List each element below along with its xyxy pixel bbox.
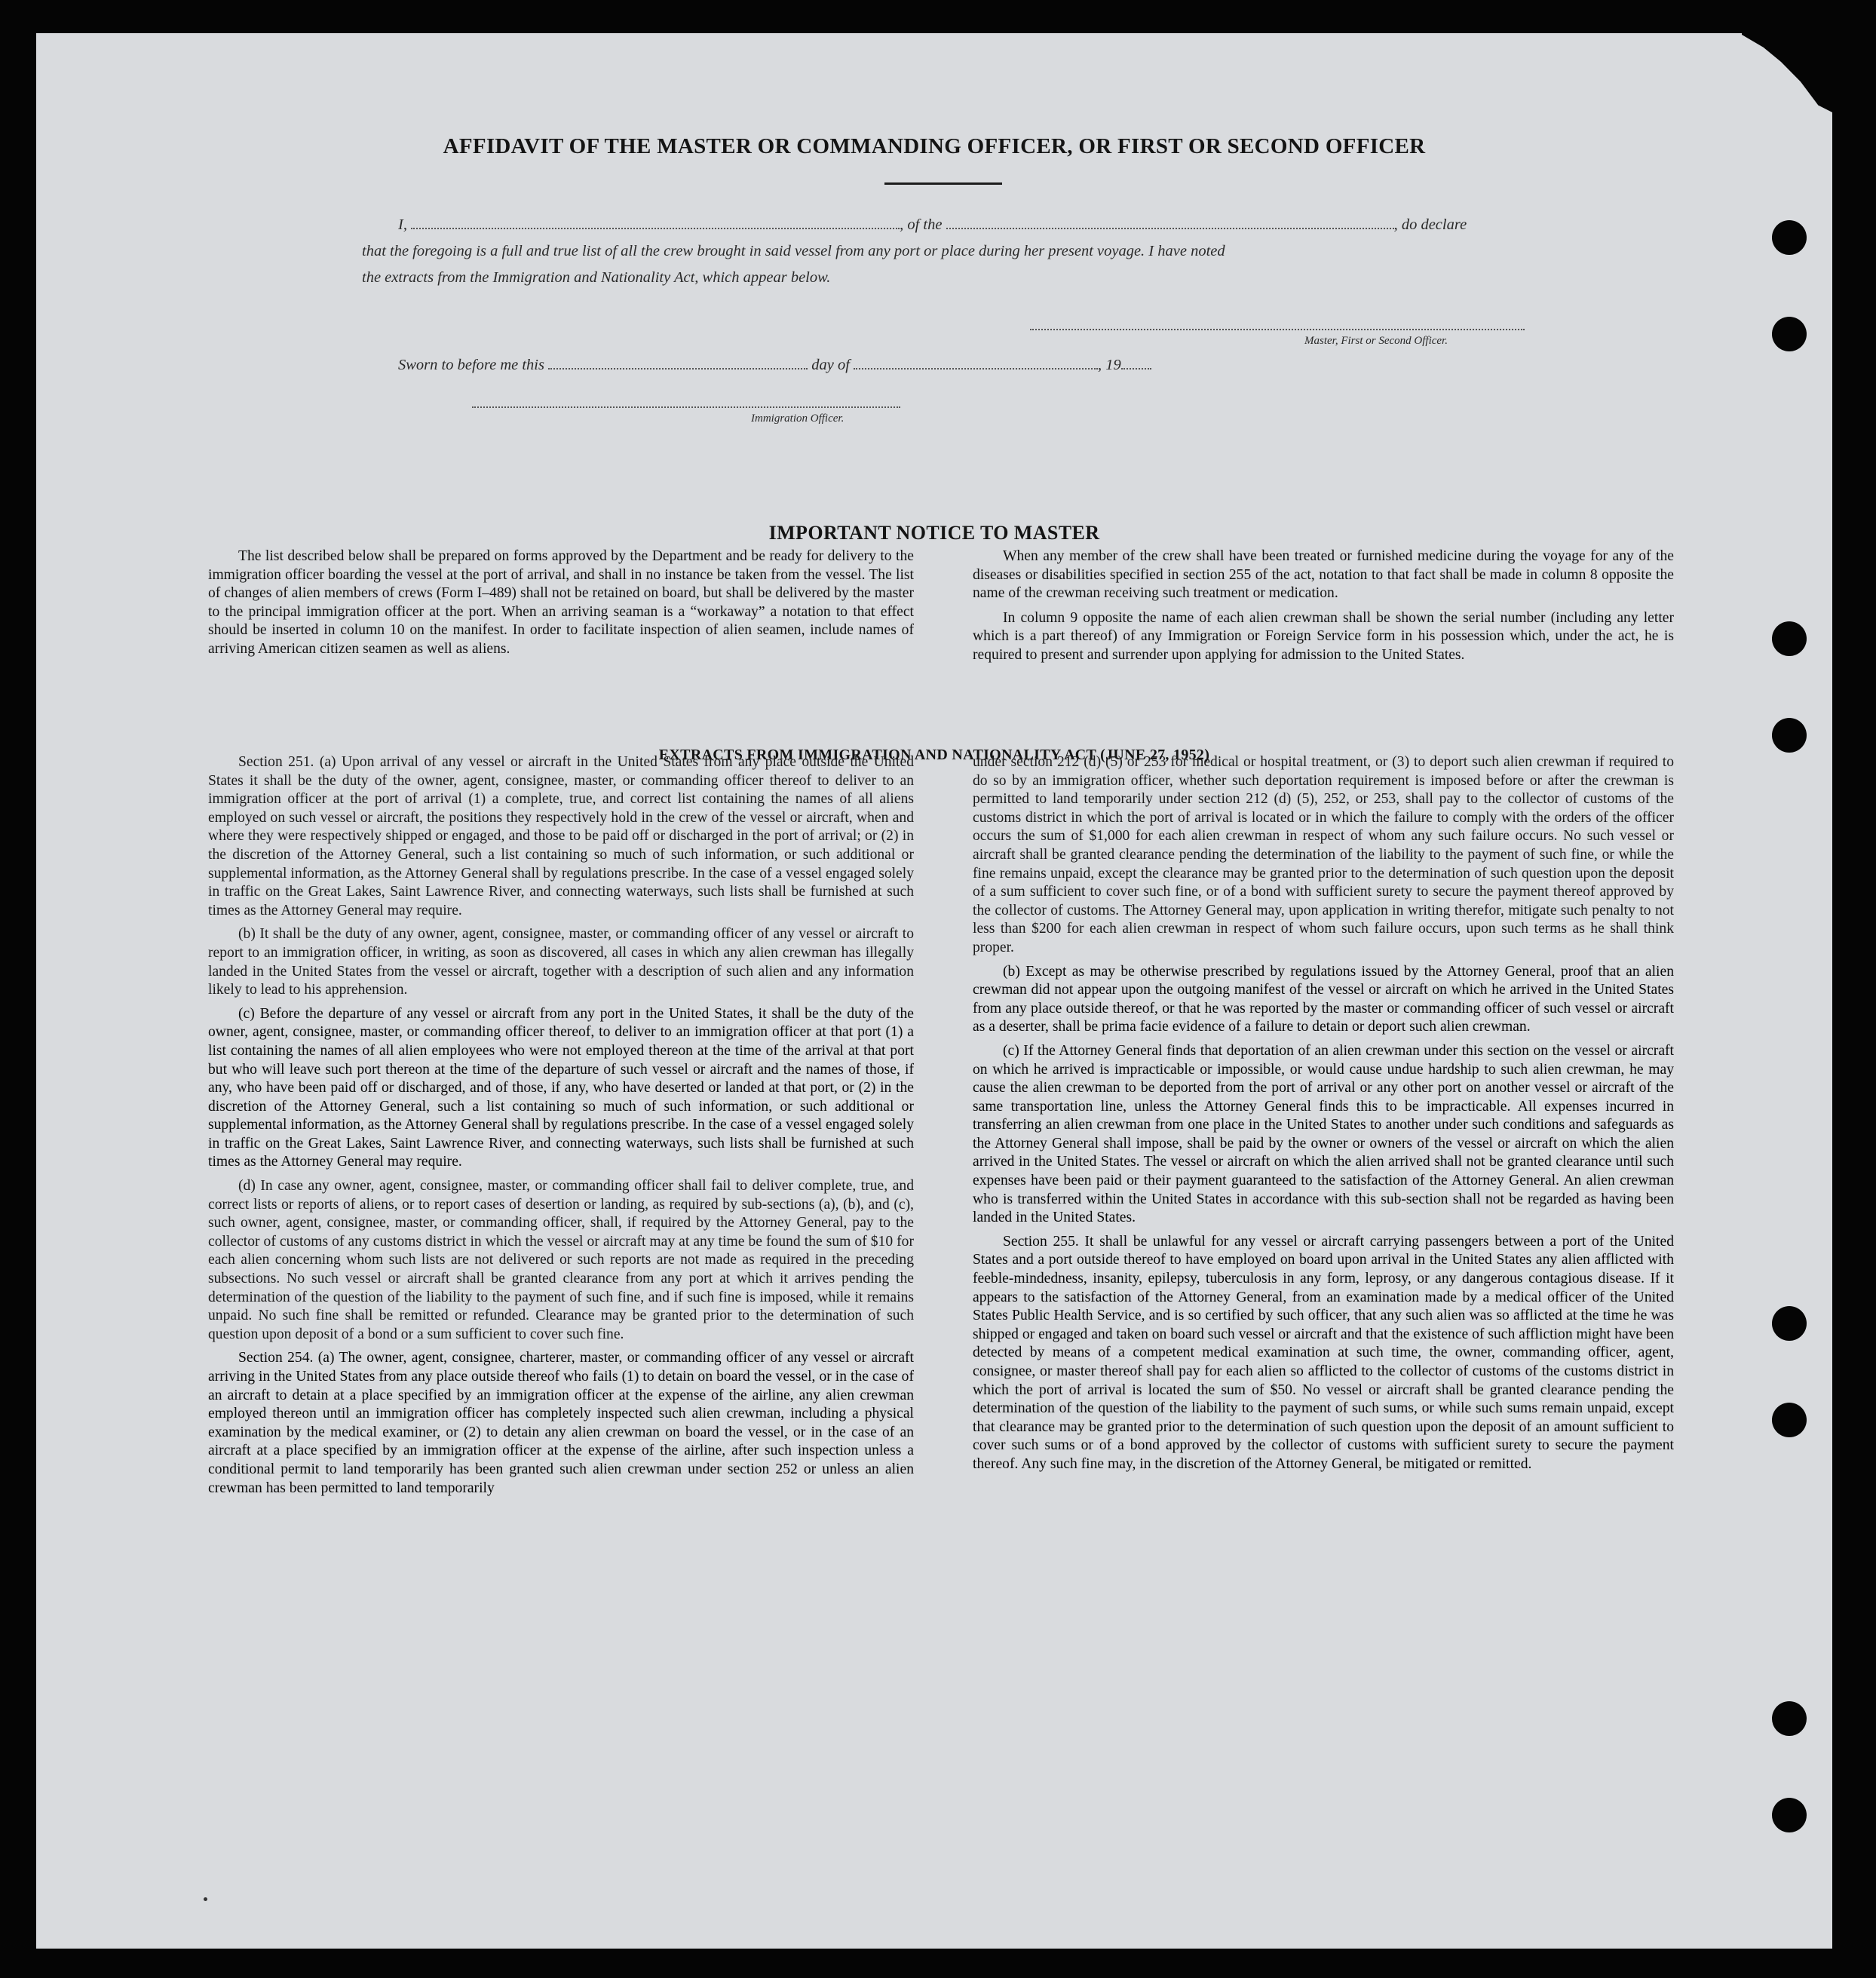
day-of-label: day of bbox=[811, 357, 850, 373]
affidavit-line-1 bbox=[398, 216, 1467, 234]
title-rule bbox=[884, 182, 1002, 185]
affidavit-line-3: the extracts from the Immigration and Nationality Act, which appear below. bbox=[362, 269, 831, 286]
sworn-line bbox=[398, 356, 1151, 374]
document-page bbox=[36, 33, 1832, 1949]
notice-right-paragraph-2: In column 9 opposite the name of each alien crewman shall be shown the serial number (including any letter which is a part thereof) of any Immigration or Foreign Service form in his possession which, under the act, he is required to present and surrender upon applying for admission to the United States. bbox=[973, 609, 1674, 663]
year-label: , 19 bbox=[1098, 357, 1121, 373]
affidavit-i-label: I, bbox=[398, 216, 407, 233]
extracts-title: EXTRACTS FROM IMMIGRATION AND NATIONALITY ACT (JUNE 27, 1952) bbox=[658, 747, 1210, 763]
binder-hole bbox=[1772, 1403, 1807, 1437]
officer-signature-label: Immigration Officer. bbox=[751, 412, 845, 425]
officer-signature-line[interactable] bbox=[472, 406, 900, 408]
sworn-label: Sworn to before me this bbox=[398, 357, 544, 373]
section-251-a: Section 251. (a) Upon arrival of any vessel or aircraft in the United States from any place outside the United States it shall be the duty of the owner, agent, consignee, master, or commanding officer thereof to deliver to an immigration officer at the port of arrival (1) a complete, true, and correct list containing the names of all aliens employed on such vessel or aircraft, the positions they respectively hold in the crew of the vessel or aircraft, when and where they were respectively shipped or engaged, and those to be paid off or discharged in the port of arrival; or (2) in the discretion of the Attorney General, such a list containing so much of such information, or such additional or supplemental information, as the Attorney General shall by regulations prescribe. In the case of a vessel engaged solely in traffic on the Great Lakes, Saint Lawrence River, and connecting waterways, such lists shall be furnished at such times as the Attorney General may require. bbox=[208, 754, 914, 918]
section-255: Section 255. It shall be unlawful for any vessel or aircraft carrying passengers between a port of the United States and a port outside thereof to have employed on board upon arrival in the United States any alien afflicted with feeble-mindedness, insanity, epilepsy, tuberculosis in any form, leprosy, or any dangerous contagious disease. If it appears to the satisfaction of the Attorney General, from an examination made by a medical officer of the United States Public Health Service, and is so certified by such officer, that any such alien was so afflicted at the time he was shipped or engaged and taken on board such vessel or aircraft and that the existence of such affliction might have been detected by means of a competent medical examination at such time, the owner, commanding officer, agent, consignee, or master thereof shall pay for each alien so afflicted to the collector of customs of the customs district in which the port of arrival is located the sum of $50. No vessel or aircraft shall be granted clearance pending the determination of the question of the liability to the payment of such sums, or while such sums remain unpaid, except that clearance may be granted prior to the determination of such question upon the deposit of an amount sufficient to cover such sums or of a bond approved by the collector of customs with sufficient surety to secure the payment thereof. Any such fine may, in the discretion of the Attorney General, be mitigated or remitted. bbox=[973, 1233, 1675, 1472]
section-251-c: (c) Before the departure of any vessel or aircraft from any port in the United States, it shall be the duty of the owner, agent, consignee, master, or commanding officer thereof, to deliver to an immigration officer at that port (1) a list containing the names of all alien employees who were not employed thereon at the time of the arrival at that port but who will leave such port thereon at the time of the departure of such vessel or aircraft and the names of those, if any, who have been paid off or discharged, and of those, if any, who have deserted or landed at that port, or (2) in the discretion of the Attorney General, such a list containing so much of such information, or such additional or supplemental information, as the Attorney General shall by regulations prescribe. In the case of a vessel engaged solely in traffic on the Great Lakes, Saint Lawrence River, and connecting waterways, such lists shall be furnished at such times as the Attorney General may require. bbox=[208, 1005, 914, 1170]
sworn-month-blank[interactable] bbox=[854, 356, 1098, 370]
name-blank[interactable] bbox=[411, 216, 900, 229]
stray-mark bbox=[204, 1897, 207, 1901]
torn-corner bbox=[1742, 33, 1832, 116]
binder-hole bbox=[1772, 220, 1807, 255]
binder-hole bbox=[1772, 621, 1807, 656]
section-254-b: (b) Except as may be otherwise prescribed by regulations issued by the Attorney General, proof that an alien crewman did not appear upon the outgoing manifest of the vessel or aircraft on which he arrived in the United States from any place outside thereof, or that he was reported by the master or commanding officer of such vessel or aircraft as a deserter, shall be prima facie evidence of a failure to detain or deport such alien crewman. bbox=[973, 963, 1674, 1035]
extracts-left-column bbox=[208, 753, 914, 1503]
notice-left-column bbox=[208, 547, 914, 665]
section-251-d: (d) In case any owner, agent, consignee, master, or commanding officer shall fail to deliver complete, true, and correct lists or reports of aliens, or to report cases of desertion or landing, as required by sub-sections (a), (b), and (c), such owner, agent, consignee, master, or commanding officer, shall, if required by the Attorney General, pay to the collector of customs of any customs district in which the vessel or aircraft may at any time be found the sum of $10 for each alien concerning whom such lists are not delivered or such reports are not made as required in the preceding subsections. No such vessel or aircraft shall be granted clearance from any port at which it arrives pending the determination of the question of the liability to the payment of such fine, and if such fine is imposed, while it remains unpaid. No such fine shall be remitted or refunded. Clearance may be granted prior to the determination of such question upon deposit of a bond or a sum sufficient to cover such fine. bbox=[208, 1178, 914, 1342]
binder-hole bbox=[1772, 1306, 1807, 1341]
notice-left-paragraph: The list described below shall be prepared on forms approved by the Department and be ready for delivery to the immigration officer boarding the vessel at the port of arrival, and shall in no instance be taken from the vessel. The list of changes of alien members of crews (Form I–489) shall not be retained on board, but shall be delivered by the master to the principal immigration officer at the port. When an arriving seaman is a “workaway” a notation to that effect should be inserted in column 10 on the manifest. In order to facilitate inspection of alien seamen, include names of arriving American citizen seamen as well as aliens. bbox=[208, 548, 914, 657]
affidavit-title: AFFIDAVIT OF THE MASTER OR COMMANDING OFFICER, OR FIRST OR SECOND OFFICER bbox=[443, 134, 1426, 158]
master-signature-line[interactable] bbox=[1030, 329, 1525, 330]
of-the-label: , of the bbox=[900, 216, 943, 233]
sworn-year-blank[interactable] bbox=[1121, 356, 1151, 370]
section-254-a-continued: under section 212 (d) (5) or 253 for medical or hospital treatment, or (3) to deport such alien crewman if required to do so by an immigration officer, whether such deportation requirement is imposed before or after the crewman is permitted to land temporarily under section 212 (d) (5), 252, or 253, shall pay to the collector of customs of the customs district in which the port of arrival is located or in which the failure to comply with the orders of the officer occurs the sum of $1,000 for each alien crewman in respect of whom any such failure occurs. No such vessel or aircraft shall be granted clearance pending the determination of the liability to the payment of such fine, or while the fine remains unpaid, except the clearance may be granted prior to the determination of such question upon the deposit of a sum sufficient to cover such fine, or of a bond with sufficient surety to secure the payment thereof approved by the collector of customs. The Attorney General may, upon application in writing therefor, mitigate such penalty to not less than $200 for each alien crewman in respect of whom such failure occurs, upon such terms as he shall think proper. bbox=[973, 754, 1674, 955]
notice-title: IMPORTANT NOTICE TO MASTER bbox=[768, 522, 1100, 544]
sworn-day-blank[interactable] bbox=[548, 356, 808, 370]
binder-hole bbox=[1772, 317, 1807, 351]
vessel-blank[interactable] bbox=[946, 216, 1394, 229]
binder-hole bbox=[1772, 1798, 1807, 1832]
master-signature-label: Master, First or Second Officer. bbox=[1304, 335, 1448, 347]
notice-right-column bbox=[973, 547, 1674, 671]
section-254-c: (c) If the Attorney General finds that deportation of an alien crewman under this section on the vessel or aircraft on which he arrived is impracticable or impossible, or would cause undue hardship to such alien crewman, he may cause the alien crewman to be deported from the port of arrival or any other port on another vessel or aircraft of the same transportation line, unless the Attorney General finds this to be impracticable. All expenses incurred in transferring an alien crewman from one place in the United States to another under such conditions and safeguards as the Attorney General shall impose, shall be paid by the owner or owners of the vessel or aircraft on which the alien arrived in the United States. The vessel or aircraft on which the alien arrived shall not be granted clearance until such expenses have been paid or their payment guaranteed to the satisfaction of the Attorney General. An alien crewman who is transferred within the United States in accordance with this sub-section shall not be regarded as having been landed in the United States. bbox=[973, 1042, 1674, 1226]
extracts-right-column bbox=[973, 753, 1674, 1480]
section-251-b: (b) It shall be the duty of any owner, agent, consignee, master, or commanding officer of any vessel or aircraft to report to an immigration officer, in writing, as soon as discovered, all cases in which any alien crewman has illegally landed in the United States from the vessel or aircraft, together with a description of such alien and any information likely to lead to his apprehension. bbox=[208, 926, 914, 998]
affidavit-line-2: that the foregoing is a full and true list of all the crew brought in said vessel from any port or place during her present voyage. I have noted bbox=[362, 243, 1225, 259]
binder-hole bbox=[1772, 1701, 1807, 1736]
notice-right-paragraph-1: When any member of the crew shall have been treated or furnished medicine during the voyage for any of the diseases or disabilities specified in section 255 of the act, notation to that fact shall be made in column 8 opposite the name of the crewman receiving such treatment or medication. bbox=[973, 548, 1674, 602]
do-declare-label: , do declare bbox=[1393, 216, 1467, 233]
section-254-a: Section 254. (a) The owner, agent, consignee, charterer, master, or commanding officer of any vessel or aircraft arriving in the United States from any place outside thereof who fails (1) to detain on board the vessel, or in the case of an aircraft to detain at a place specified by an immigration officer at the expense of the airline, any alien crewman employed thereon until an immigration officer has completely inspected such alien crewman, including a physical examination by the medical examiner, or (2) to detain any alien crewman on board the vessel, or in the case of an aircraft at a place specified by an immigration officer at the expense of the airline, after such inspection unless a conditional permit to land temporarily has been granted such alien crewman under section 252 or unless an alien crewman has been permitted to land temporarily bbox=[208, 1350, 914, 1496]
